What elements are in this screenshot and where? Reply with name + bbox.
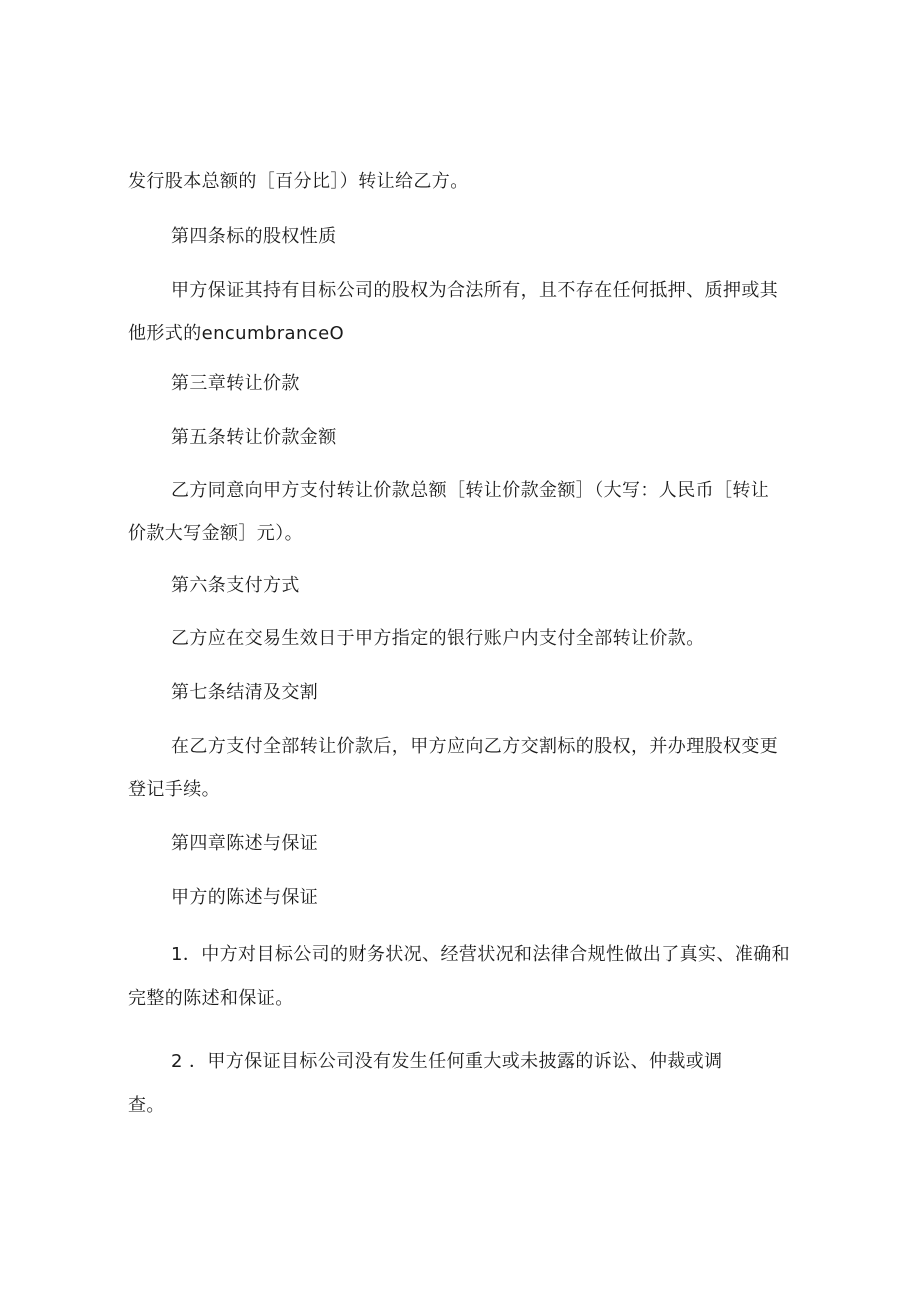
text-line-10: 乙方应在交易生效日于甲方指定的银行账户内支付全部转让价款。 xyxy=(171,628,705,649)
text-line-8: 价款大写金额］元）。 xyxy=(128,523,303,544)
article-heading-7: 第七条结清及交割 xyxy=(171,682,319,703)
text-line-1: 发行股本总额的［百分比］）转让给乙方。 xyxy=(128,171,469,192)
text-line-4: 他形式的encumbranceO xyxy=(128,323,345,344)
article-heading-6: 第六条支付方式 xyxy=(171,575,300,596)
article-heading-4: 第四条标的股权性质 xyxy=(171,226,337,247)
chapter-heading-3: 第三章转让价款 xyxy=(171,373,300,394)
list-item-1-cont: 完整的陈述和保证。 xyxy=(128,988,294,1009)
text-line-7: 乙方同意向甲方支付转让价款总额［转让价款金额］（大写：人民币［转让 xyxy=(171,480,770,501)
section-heading-party-a: 甲方的陈述与保证 xyxy=(171,887,319,908)
text-line-13: 登记手续。 xyxy=(128,779,220,800)
text-line-3: 甲方保证其持有目标公司的股权为合法所有，且不存在任何抵押、质押或其 xyxy=(171,280,779,301)
list-item-2: 2 ．甲方保证目标公司没有发生任何重大或未披露的诉讼、仲裁或调 xyxy=(171,1051,723,1072)
chapter-heading-4: 第四章陈述与保证 xyxy=(171,833,319,854)
article-heading-5: 第五条转让价款金额 xyxy=(171,427,337,448)
list-item-1: 1．中方对目标公司的财务状况、经营状况和法律合规性做出了真实、准确和 xyxy=(171,944,791,965)
list-item-2-cont: 查。 xyxy=(128,1095,165,1116)
text-line-12: 在乙方支付全部转让价款后，甲方应向乙方交割标的股权，并办理股权变更 xyxy=(171,736,779,757)
